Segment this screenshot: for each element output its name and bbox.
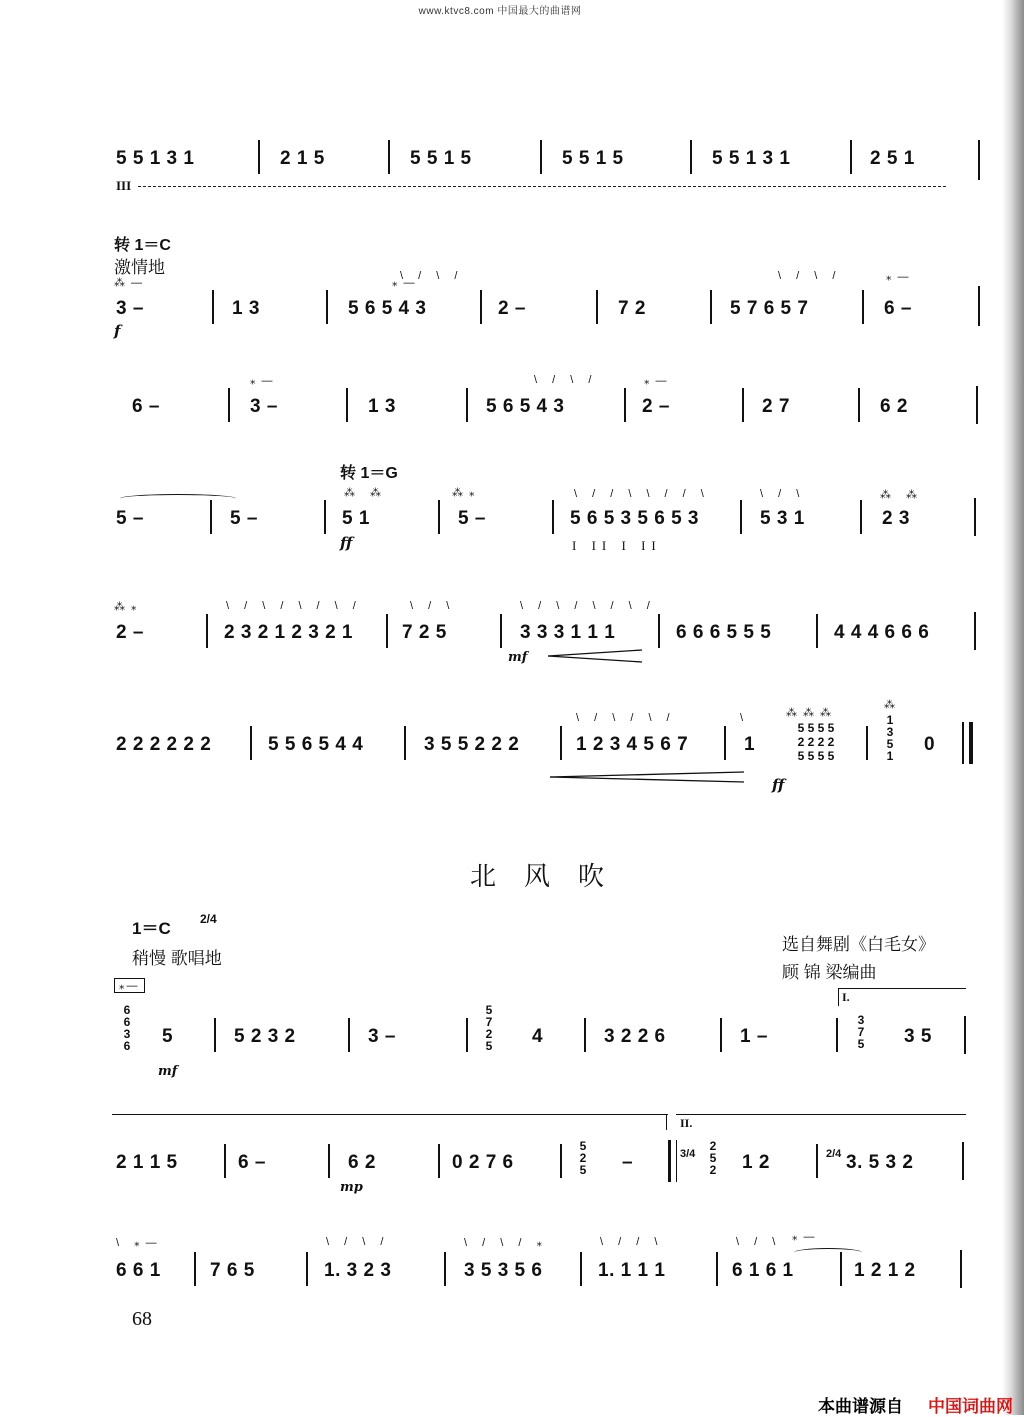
volta-2-label: II.: [680, 1116, 693, 1130]
key-change: 转 1＝G: [340, 465, 398, 482]
bar-line: [212, 290, 214, 324]
measure: 1. 1 1 1: [598, 1260, 666, 1281]
measure: 5 6 5 4 3: [486, 396, 565, 417]
bar-line: [194, 1252, 196, 1286]
arranger: 顾 锦 梁编曲: [782, 963, 877, 982]
time-signature: 2/4: [200, 912, 217, 926]
ornament-mark: \ / \ /: [778, 270, 842, 282]
measure: 2 1 1 5: [116, 1152, 178, 1173]
bar-line: [250, 726, 252, 760]
measure: 1 2: [742, 1152, 770, 1173]
string-extension-line: [138, 186, 946, 187]
bar-line: [836, 1018, 838, 1052]
measure: 5 5 1 5: [562, 148, 624, 169]
ornament-mark: ⁎—: [886, 271, 915, 283]
bar-line: [500, 614, 502, 648]
bar-line: [724, 726, 726, 760]
ornament-mark: ⁎—: [792, 1231, 821, 1243]
measure: 0 2 7 6: [452, 1152, 514, 1173]
piece-title: 北风吹: [470, 861, 633, 891]
chord-bot-row: 5 5 5 5: [797, 749, 835, 763]
measure: 1 3: [232, 298, 260, 319]
chord-stack: 5 7 2 5: [485, 1003, 493, 1053]
chord-stack: 5 2 5: [579, 1139, 587, 1177]
volta-bracket: [676, 1114, 966, 1115]
bar-line: [742, 388, 744, 422]
bar-line: [552, 500, 554, 534]
measure: 2 3 2 1 2 3 2 1: [224, 622, 353, 643]
chord-mid-row: 2 2 2 2: [797, 735, 835, 749]
key-change: 转 1＝C: [114, 237, 171, 254]
bar-line: [480, 290, 482, 324]
measure: 4 4 4 6 6 6: [834, 622, 930, 643]
measure: 3 2 2 6: [604, 1026, 666, 1047]
tie-arc: [120, 494, 236, 503]
measure: –: [622, 1152, 634, 1173]
bar-line: [540, 140, 542, 174]
measure: 5 –: [230, 508, 258, 529]
measure: 6 6 6 5 5 5: [676, 622, 772, 643]
measure: 3 –: [250, 396, 278, 417]
measure: 2 7: [762, 396, 790, 417]
ornament-mark: \ / / \: [600, 1236, 664, 1248]
measure: 5 5 1 5: [410, 148, 472, 169]
bar-line: [346, 388, 348, 422]
measure: 6 –: [884, 298, 912, 319]
measure: 3 –: [368, 1026, 396, 1047]
crescendo-hairpin: [548, 770, 748, 784]
measure: 3 5: [904, 1026, 932, 1047]
chord-stack: 6 6 3 6: [123, 1003, 131, 1053]
volta-edge: [838, 988, 839, 1006]
time-change: 2/4: [826, 1148, 842, 1160]
measure: 1 2 3 4 5 6 7: [576, 734, 689, 755]
ornament-box: ⁎—: [114, 978, 145, 993]
measure: 1: [744, 734, 756, 755]
dynamic-ff: ff: [772, 776, 785, 794]
bar-line: [866, 726, 868, 760]
dynamic-ff: ff: [340, 534, 353, 552]
ornament-mark: \ ⁎—: [116, 1237, 163, 1249]
ornament-mark: ⁂⁎: [452, 487, 481, 499]
ornament-mark: \ / \ / \ / \ /: [520, 600, 656, 612]
bar-line: [210, 500, 212, 534]
ornament-mark: \ / \ /: [400, 270, 464, 282]
bar-line: [976, 386, 978, 424]
final-chord: 1 3 5 1: [886, 713, 894, 763]
bar-line: [466, 388, 468, 422]
source-note: 选自舞剧《白毛女》: [782, 935, 935, 954]
ornament-mark: ⁂⁂⁂: [786, 707, 837, 719]
measure: 5: [162, 1026, 174, 1047]
bar-line: [964, 1016, 966, 1054]
measure: 6 –: [132, 396, 160, 417]
bar-line: [816, 1144, 818, 1178]
bar-line: [258, 140, 260, 174]
bar-line: [228, 388, 230, 422]
page-number: 68: [132, 1308, 152, 1330]
measure: 3 5 5 2 2 2: [424, 734, 520, 755]
crescendo-hairpin: [546, 648, 646, 664]
tie-arc: [794, 1248, 862, 1257]
ornament-mark: ⁎—: [250, 375, 279, 387]
time-change: 3/4: [680, 1148, 696, 1160]
bar-line: [466, 1018, 468, 1052]
bar-line: [962, 1142, 964, 1180]
measure: 3 5 3 5 6: [464, 1260, 543, 1281]
ornament-mark: \ / \ / ⁎: [464, 1237, 548, 1249]
measure: 5 6 5 3 5 6 5 3: [570, 508, 699, 529]
final-barline: [962, 722, 973, 764]
ornament-mark: ⁂—: [114, 277, 148, 289]
bar-line: [224, 1144, 226, 1178]
repeat-barline: [668, 1140, 677, 1182]
measure: 5 –: [116, 508, 144, 529]
ornament-mark: ⁂ ⁂: [880, 489, 924, 501]
measure: 2 1 5: [280, 148, 325, 169]
measure: 3 3 3 1 1 1: [520, 622, 616, 643]
tempo-marking: 激情地: [114, 258, 165, 277]
ornament-mark: \ / \: [736, 1236, 782, 1248]
bar-line: [860, 500, 862, 534]
bar-line: [858, 388, 860, 422]
ornament-mark: ⁂⁎: [114, 601, 143, 613]
measure: 6 –: [238, 1152, 266, 1173]
measure: 1 3: [368, 396, 396, 417]
ornament-mark: \ / \: [760, 488, 806, 500]
measure: 7 2 5: [402, 622, 447, 643]
ornament-mark: ⁂: [884, 699, 901, 711]
bar-line: [720, 1018, 722, 1052]
measure: 1 2 1 2: [854, 1260, 916, 1281]
ornament-mark: \ / \: [410, 600, 456, 612]
measure: 1 –: [740, 1026, 768, 1047]
chord-stack: 2 5 2: [709, 1139, 717, 1177]
footer-source-label: 本曲谱源自: [818, 1397, 903, 1416]
measure: 6 2: [880, 396, 908, 417]
ornament-mark: \ / \ / \ /: [576, 712, 676, 724]
measure: 5 3 1: [760, 508, 805, 529]
dynamic-mf: mf: [158, 1064, 178, 1079]
measure: 1. 3 2 3: [324, 1260, 392, 1281]
bar-line: [840, 1252, 842, 1286]
measure: 2 –: [642, 396, 670, 417]
measure: 2 3: [882, 508, 910, 529]
volta-edge: [666, 1114, 667, 1130]
measure: 3. 5 3 2: [846, 1152, 914, 1173]
measure: 6 1 6 1: [732, 1260, 794, 1281]
dynamic-mp: mp: [340, 1180, 363, 1195]
measure: 5 7 6 5 7: [730, 298, 809, 319]
bar-line: [740, 500, 742, 534]
measure: 5 –: [458, 508, 486, 529]
measure: 6 6 1: [116, 1260, 161, 1281]
bar-line: [658, 614, 660, 648]
bar-line: [716, 1252, 718, 1286]
measure: 2 5 1: [870, 148, 915, 169]
rest: 0: [924, 734, 935, 755]
bar-line: [978, 140, 980, 180]
measure: 5 1: [342, 508, 370, 529]
volta-1-label: I.: [842, 990, 850, 1004]
measure: 5 5 6 5 4 4: [268, 734, 364, 755]
dynamic-mf: mf: [508, 650, 528, 665]
bar-line: [328, 1144, 330, 1178]
bar-line: [386, 614, 388, 648]
bar-line: [438, 1144, 440, 1178]
measure: 6 2: [348, 1152, 376, 1173]
bar-line: [324, 500, 326, 534]
measure: 2 –: [116, 622, 144, 643]
bar-line: [850, 140, 852, 174]
measure: 4: [532, 1026, 544, 1047]
ornament-mark: ⁎—: [392, 277, 421, 289]
bar-line: [584, 1018, 586, 1052]
measure: 2 2 2 2 2 2: [116, 734, 212, 755]
volta-bracket: [838, 988, 966, 989]
page-binding-shadow: [1002, 0, 1024, 1415]
ornament-mark: ⁎—: [644, 375, 673, 387]
ornament-mark: ⁂ ⁂: [344, 487, 388, 499]
bar-line: [690, 140, 692, 174]
chord-stack: 3 7 5: [857, 1013, 865, 1051]
bar-line: [624, 388, 626, 422]
bar-line: [444, 1252, 446, 1286]
bar-line: [974, 612, 976, 650]
ornament-mark: \ / \ /: [534, 374, 598, 386]
bar-line: [580, 1252, 582, 1286]
ornament-mark: \ / \ /: [326, 1236, 390, 1248]
ornament-mark: \: [740, 712, 750, 724]
bar-line: [978, 286, 980, 326]
key-signature: 1＝C: [132, 919, 171, 938]
bar-line: [862, 290, 864, 324]
bar-line: [388, 140, 390, 174]
bar-line: [326, 290, 328, 324]
string-indications: I II I II: [572, 538, 662, 553]
chord-top-row: 5 5 5 5: [797, 721, 835, 735]
measure: 5 6 5 4 3: [348, 298, 427, 319]
bar-line: [974, 498, 976, 536]
site-header: www.ktvc8.com 中国最大的曲谱网: [418, 6, 582, 17]
ornament-mark: \ / / \ \ / / \: [574, 488, 710, 500]
bar-line: [404, 726, 406, 760]
bar-line: [596, 290, 598, 324]
footer-site-link[interactable]: 中国词曲网: [928, 1397, 1013, 1416]
ornament-mark: \ / \ / \ / \ /: [226, 600, 362, 612]
measure: 3 –: [116, 298, 144, 319]
bar-line: [816, 614, 818, 648]
bar-line: [560, 726, 562, 760]
bar-line: [960, 1250, 962, 1288]
measure: 5 5 1 3 1: [116, 148, 195, 169]
measure: 5 2 3 2: [234, 1026, 296, 1047]
bar-line: [560, 1144, 562, 1178]
bar-line: [710, 290, 712, 324]
bar-line: [206, 614, 208, 648]
bar-line: [438, 500, 440, 534]
dynamic-f: f: [114, 322, 121, 340]
measure: 7 2: [618, 298, 646, 319]
bar-line: [214, 1018, 216, 1052]
measure: 7 6 5: [210, 1260, 255, 1281]
bar-line: [348, 1018, 350, 1052]
string-marker: III: [116, 178, 132, 193]
measure: 2 –: [498, 298, 526, 319]
tempo-marking: 稍慢 歌唱地: [132, 949, 222, 968]
bar-line: [306, 1252, 308, 1286]
volta-1-continuation: [112, 1114, 668, 1115]
measure: 5 5 1 3 1: [712, 148, 791, 169]
